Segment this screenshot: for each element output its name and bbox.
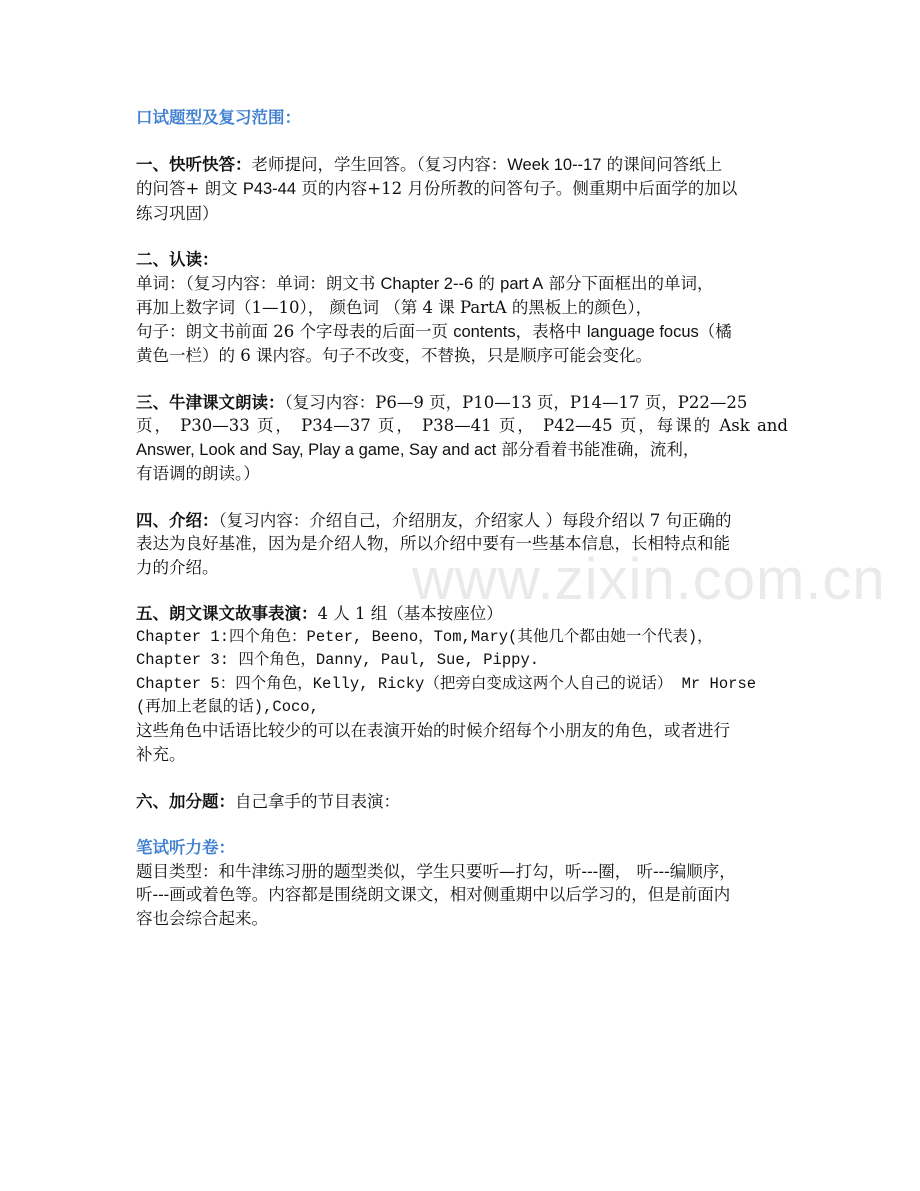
text: 表达为良好基准，因为是介绍人物，所以介绍中要有一些基本信息，长相特点和能 <box>136 534 730 554</box>
section-title: 六、加分题： <box>136 791 235 811</box>
section-title: 三、牛津课文朗读： <box>136 392 285 412</box>
section-title: 一、快听快答： <box>136 154 252 174</box>
text: 的课间问答纸上 <box>601 154 723 174</box>
text: 页， P30—33 页， P34—37 页， P38—41 页， P42—45 页，每课的 Ask and <box>136 416 788 436</box>
text: 自己拿手的节目表演： <box>235 791 400 811</box>
text: 补充。 <box>136 744 186 764</box>
section-introduction <box>136 509 788 579</box>
text: P43-44 <box>242 180 297 199</box>
document-body <box>136 106 788 930</box>
written-exam-heading: 笔试听力卷： <box>136 838 235 858</box>
text: Week 10--17 <box>507 155 602 174</box>
section-title: 四、介绍： <box>136 510 219 530</box>
text: 题目类型：和牛津练习册的题型类似，学生只要听—打勾，听---圈， 听---编顺序， <box>136 861 736 881</box>
text: contents <box>453 322 516 341</box>
text: 容也会综合起来。 <box>136 908 268 928</box>
text: 单词：（复习内容：单词：朗文书 <box>136 273 381 293</box>
text: 老师提问，学生回答。（复习内容： <box>251 154 508 174</box>
section-listening-paper <box>136 860 788 930</box>
text: 有语调的朗读。） <box>136 464 260 484</box>
text: part A <box>500 274 544 293</box>
section-story-performance <box>136 602 788 766</box>
text: 练习巩固） <box>136 203 219 223</box>
section-bonus <box>136 790 788 813</box>
oral-exam-heading: 口试题型及复习范围： <box>136 108 301 127</box>
text: 部分看着书能准确，流利， <box>496 439 700 459</box>
text: 4 人 1 组（基本按座位） <box>317 604 503 624</box>
section-recognition-reading <box>136 248 788 367</box>
text: 黄色一栏）的 6 课内容。句子不改变，不替换，只是顺序可能会变化。 <box>136 346 652 366</box>
text: 力的介绍。 <box>136 557 219 577</box>
text: 再加上数字词（1—10）， 颜色词 （第 4 课 PartA 的黑板上的颜色）， <box>136 298 653 318</box>
text: 部分下面框出的单词， <box>543 273 714 293</box>
text: language focus <box>586 322 699 341</box>
text: 听---画或着色等。内容都是围绕朗文课文，相对侧重期中以后学习的，但是前面内 <box>136 885 731 905</box>
text: （复习内容：介绍自己，介绍朋友，介绍家人 ）每段介绍以 7 句正确的 <box>218 510 732 530</box>
section-quick-answer <box>136 153 788 225</box>
text: 的问答+ 朗文 <box>136 179 243 199</box>
section-oxford-reading <box>136 391 788 486</box>
text: （橘 <box>698 321 732 341</box>
text: Chapter 3: 四个角色，Danny, Paul, Sue, Pippy. <box>136 651 540 670</box>
text: (再加上老鼠的话),Coco, <box>136 698 319 717</box>
section-title: 五、朗文课文故事表演： <box>136 604 318 624</box>
text: Chapter 2--6 <box>380 274 474 293</box>
text: ，表格中 <box>515 321 587 341</box>
text: Answer, Look and Say, Play a game, Say and act <box>136 440 497 459</box>
text: 页的内容+12 月份所教的问答句子。侧重期中后面学的加以 <box>296 179 738 199</box>
text: 句子：朗文书前面 26 个字母表的后面一页 <box>136 321 454 341</box>
watermark: www.zixin.com.cn <box>412 547 886 612</box>
text: 这些角色中话语比较少的可以在表演开始的时候介绍每个小朋友的角色，或者进行 <box>136 721 730 741</box>
text: Chapter 1:四个角色：Peter, Beeno，Tom,Mary(其他几个都由她一个代表)， <box>136 627 713 646</box>
section-title: 二、认读： <box>136 250 219 270</box>
text: 的 <box>473 273 501 293</box>
text: Chapter 5：四个角色，Kelly, Ricky（把旁白变成这两个人自己的说话） Mr Horse <box>136 674 757 693</box>
text: （复习内容：P6—9 页，P10—13 页，P14—17 页，P22—25 <box>284 392 748 412</box>
